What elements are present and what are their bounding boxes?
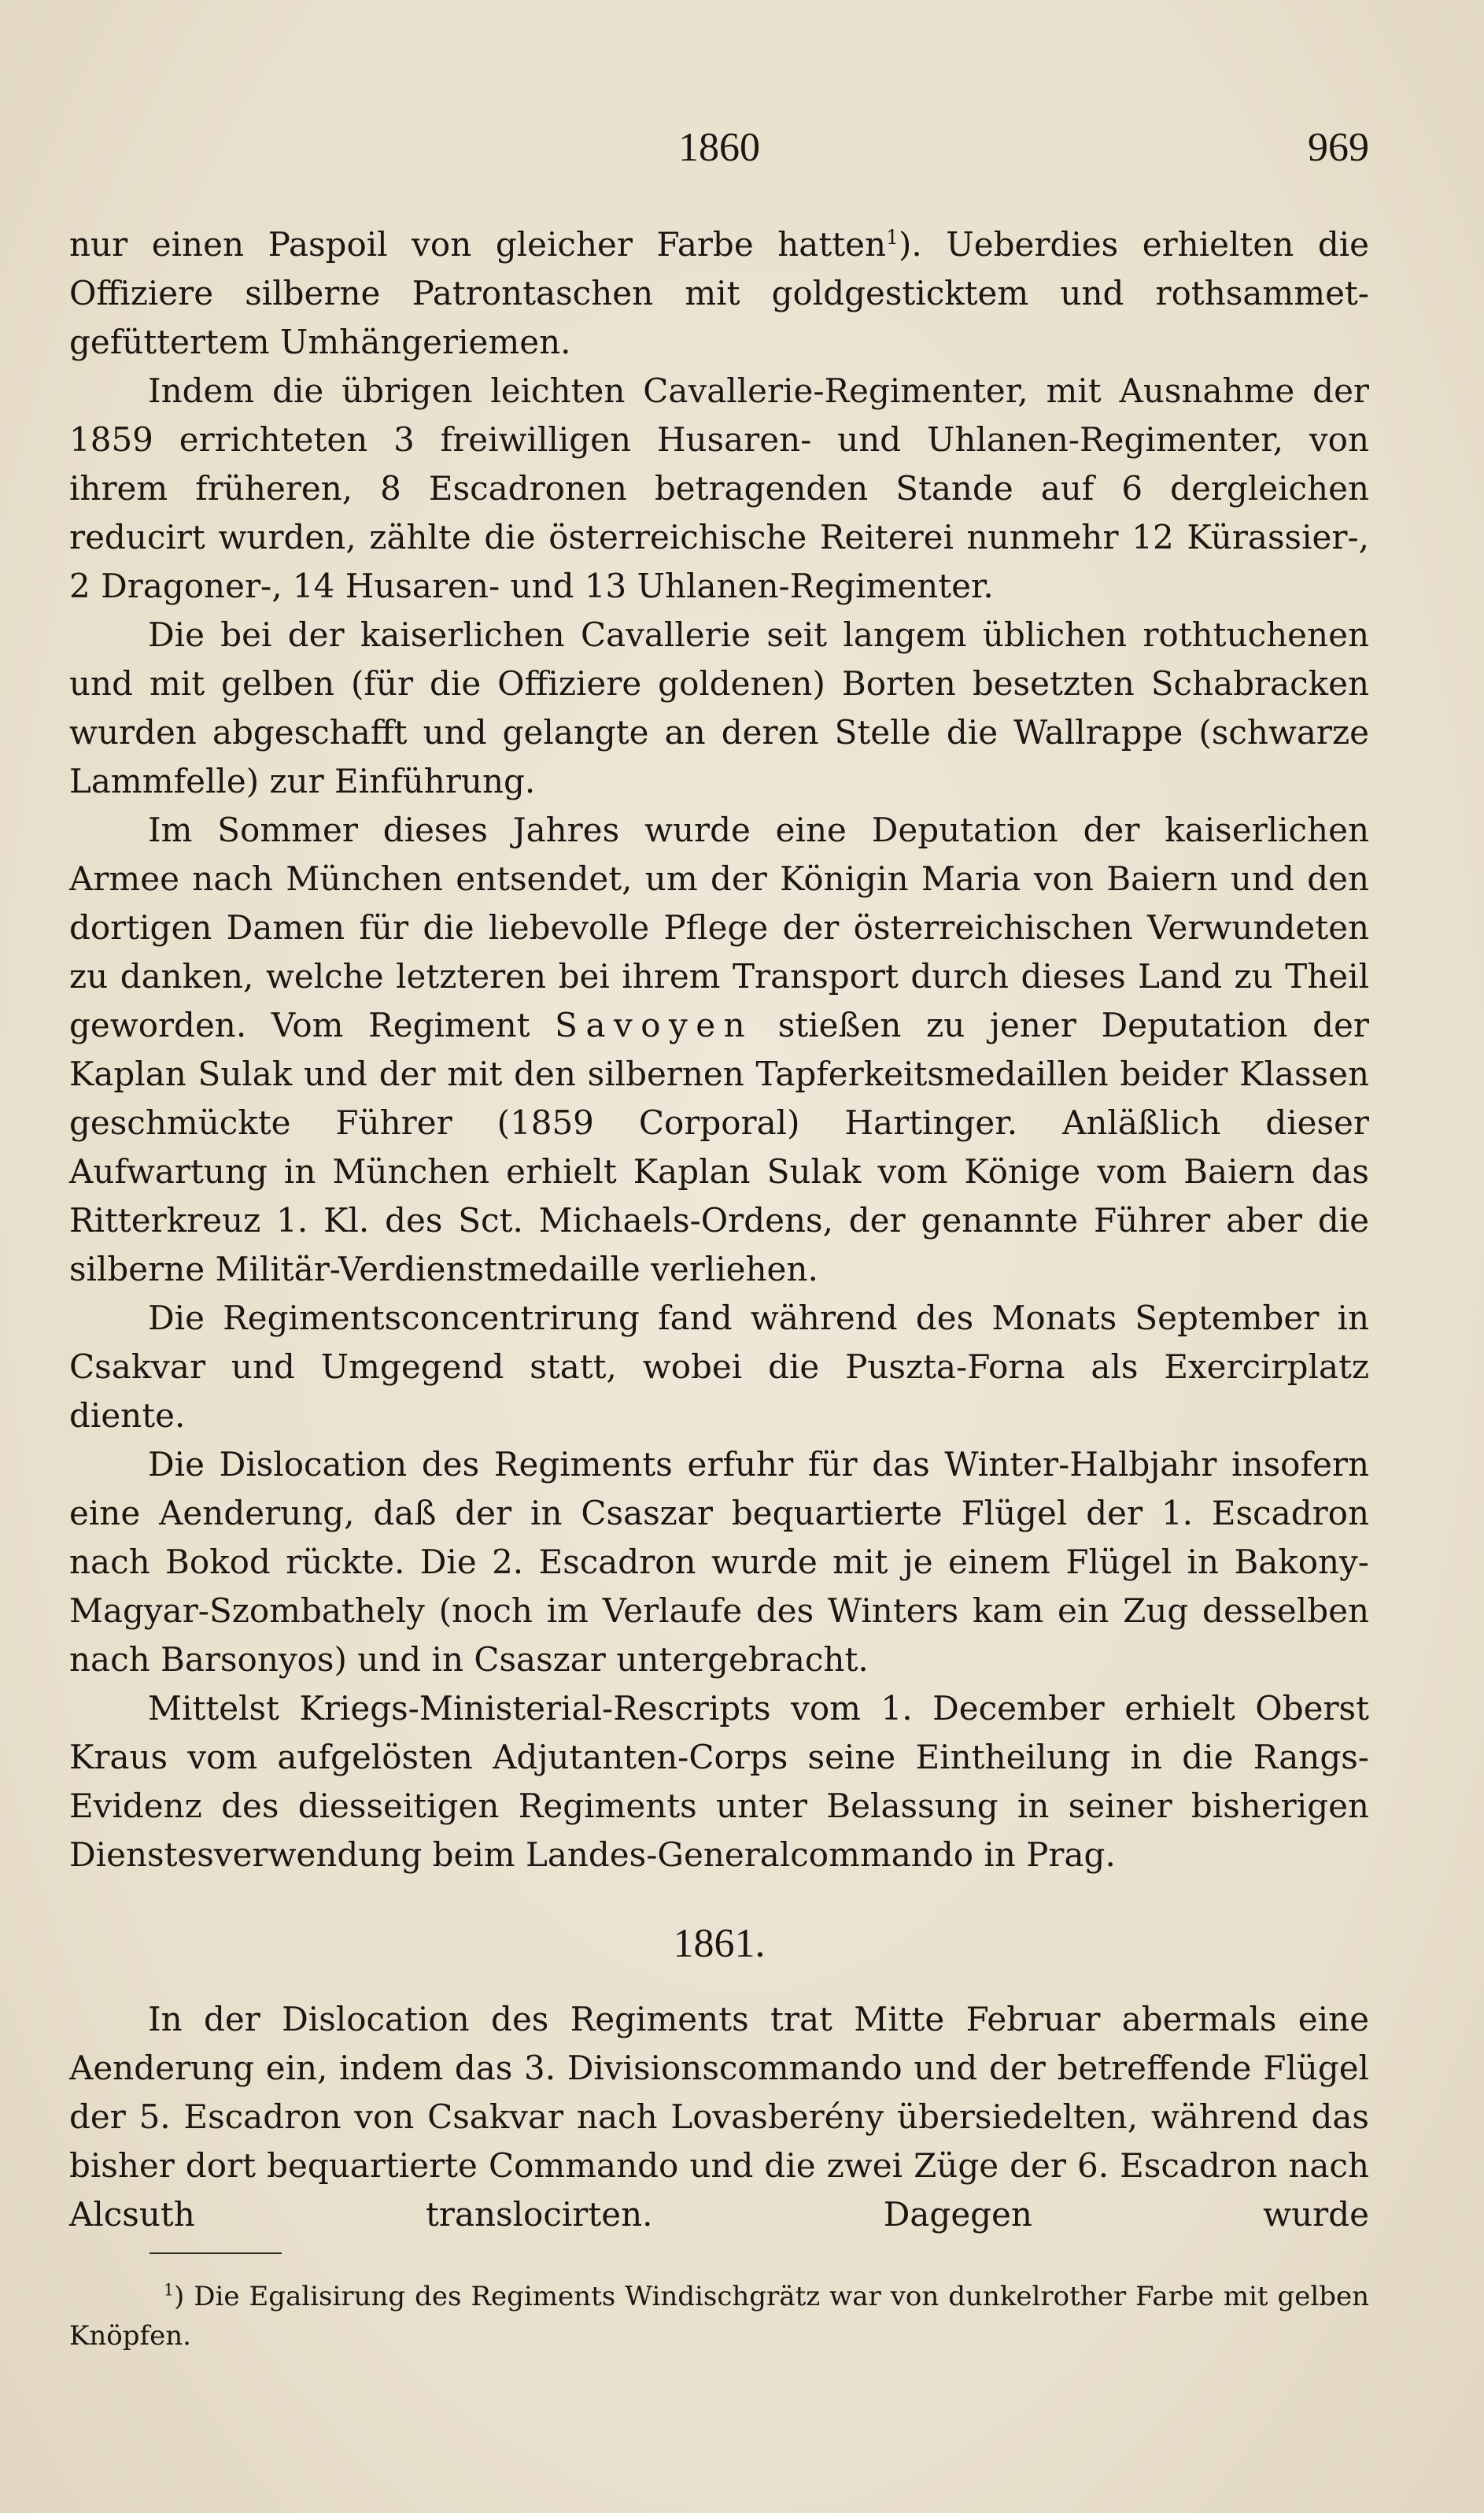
- footnote-text: ) Die Egalisirung des Regiments Windischgrätz war von dunkelrother Farbe mit gelben Knöpfen.: [69, 2281, 1369, 2352]
- paragraph-6: Die Dislocation des Regiments erfuhr für das Winter-Halbjahr insofern eine Aenderung, daß der in Csaszar bequartierte Flügel der 1. Escadron nach Bokod rückte. Die 2. Escadron wurde mit je einem Flügel in Bakony-Magyar-Szombathely (noch im Verlaufe des Winters kam ein Zug desselben nach Barsonyos) und in Csaszar untergebracht.: [69, 1445, 1369, 1679]
- paragraph-1-text-a: nur einen Paspoil von gleicher Farbe hatten: [69, 225, 887, 264]
- paragraph-1: [69, 220, 1369, 367]
- footnote: [69, 2277, 1369, 2356]
- section-1861-text: [69, 1995, 1369, 2239]
- main-text: [69, 220, 1369, 1879]
- page-header: [69, 124, 1369, 187]
- paragraph-7: Mittelst Kriegs-Ministerial-Rescripts vom 1. December erhielt Oberst Kraus vom aufgelösten Adjutanten-Corps seine Eintheilung in die Rangs-Evidenz des diesseitigen Regiments unter Belassung in seiner bisherigen Dienstesverwendung beim Landes-Generalcommando in Prag.: [69, 1689, 1369, 1874]
- footnote-marker: 1: [164, 2280, 174, 2300]
- footnote-ref: 1: [886, 226, 899, 249]
- paragraph-5: Die Regimentsconcentrirung fand während des Monats September in Csakvar und Umgegend statt, wobei die Puszta-Forna als Exercirplatz diente.: [69, 1299, 1369, 1435]
- paragraph-2: Indem die übrigen leichten Cavallerie-Regimenter, mit Ausnahme der 1859 errichteten 3 freiwilligen Husaren- und Uhlanen-Regimenter, von ihrem früheren, 8 Escadronen betragenden Stande auf 6 dergleichen reducirt wurden, zählte die österreichische Reiterei nunmehr 12 Kürassier-, 2 Dragoner-, 14 Husaren- und 13 Uhlanen-Regimenter.: [69, 371, 1369, 605]
- paragraph-4-text-a: Im Sommer dieses Jahres wurde eine Deputation der kaiserlichen Armee nach München entsendet, um der Königin Maria von Baiern und den dortigen Damen für die liebevolle Pflege der österreichischen Verwundeten zu danken, welche letzteren bei ihrem Transport durch dieses Land zu Theil geworden. Vom Regiment: [69, 811, 1369, 1044]
- paragraph-4-text-b: stießen zu jener Deputation der Kaplan Sulak und der mit den silbernen Tapferkeitsmedaillen beider Klassen geschmückte Führer (1859 Corporal) Hartinger. Anläßlich dieser Aufwartung in München erhielt Kaplan Sulak vom Könige vom Baiern das Ritterkreuz 1. Kl. des Sct. Michaels-Ordens, der genannte Führer aber die silberne Militär-Verdienstmedaille verliehen.: [69, 1006, 1369, 1288]
- running-head-year: 1860: [678, 125, 760, 170]
- paragraph-4: [69, 806, 1369, 1294]
- page-number: 969: [1308, 125, 1369, 170]
- footnote-divider: [150, 2252, 282, 2254]
- section-heading-1861: 1861.: [673, 1921, 766, 1966]
- footnote-paragraph: [69, 2277, 1369, 2356]
- paragraph-3: Die bei der kaiserlichen Cavallerie seit langem üblichen rothtuchenen und mit gelben (für die Offiziere goldenen) Borten besetzten Schabracken wurden abgeschafft und gelangte an deren Stelle die Wallrappe (schwarze Lammfelle) zur Einführung.: [69, 615, 1369, 800]
- section-1861-paragraph: In der Dislocation des Regiments trat Mitte Februar abermals eine Aenderung ein, indem das 3. Divisionscommando und der betreffende Flügel der 5. Escadron von Csakvar nach Lovasberény übersiedelten, während das bisher dort bequartierte Commando und die zwei Züge der 6. Escadron nach Alcsuth translocirten. Dagegen wurde: [69, 2000, 1369, 2234]
- paragraph-1-text-b: ). Ueberdies erhielten die Offiziere silberne Patrontaschen mit goldgesticktem und rothsammet-gefüttertem Umhängeriemen.: [69, 225, 1369, 361]
- regiment-name-spaced: Savoyen: [555, 1006, 754, 1044]
